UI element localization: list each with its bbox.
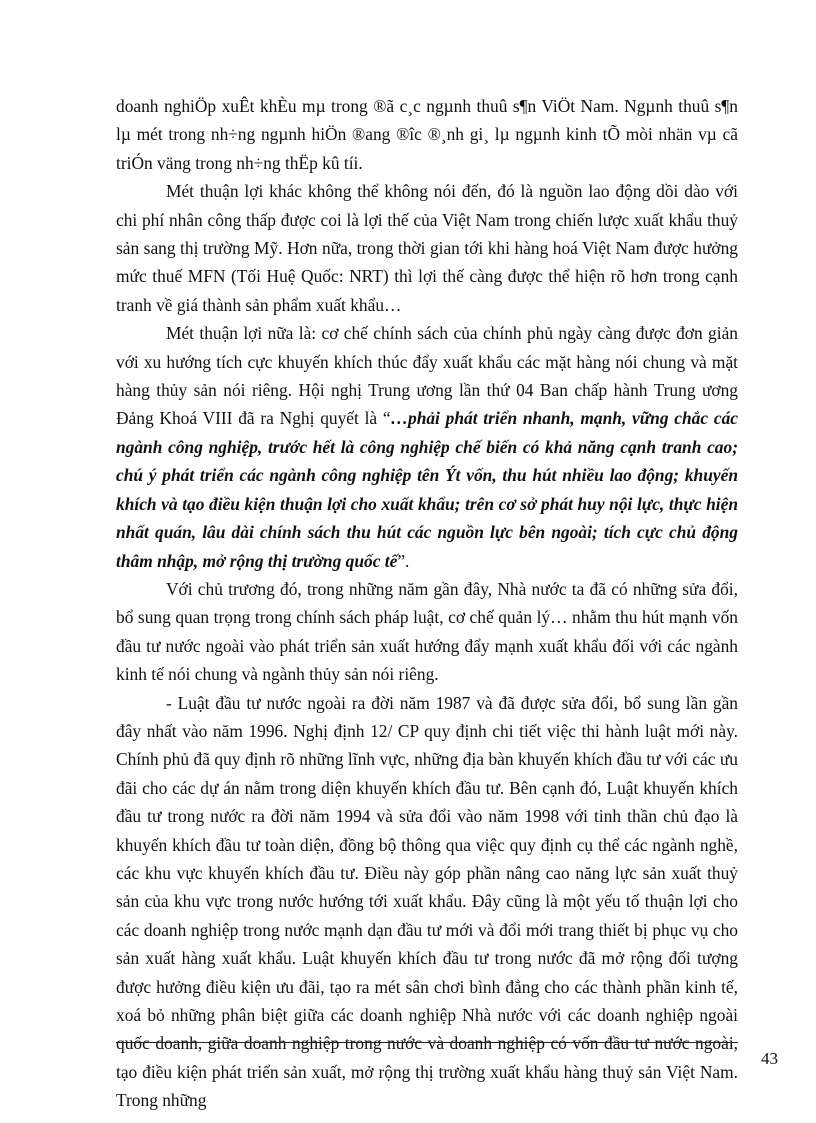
paragraph-1-text: doanh nghiÖp xuÊt khÈu mµ trong ®ã c¸c ngµnh thuû s¶n ViÖt Nam. Ngµnh thuû s¶n lµ mét trong nh÷ng ngµnh hiÖn ®ang ®îc ®¸nh gi¸ lµ ngµnh kinh tÕ mòi nhän vµ cã triÓn väng trong nh÷ng thËp kû tíi. [116,96,738,173]
paragraph-2 [116,177,738,319]
page-number: 43 [761,1049,778,1068]
resolution-quote: …phải phát triển nhanh, mạnh, vững chắc các ngành công nghiệp, trước hết là công nghiệp chế biến có khả năng cạnh tranh cao; chú ý phát triển các ngành công nghiệp tên Ýt vốn, thu hút nhiều lao động; khuyến khích và tạo điều kiện thuận lợi cho xuất khẩu; trên cơ sở phát huy nội lực, thực hiện nhất quán, lâu dài chính sách thu hút các nguồn lực bên ngoài; tích cực chủ động thâm nhập, mở rộng thị trường quốc tế [116,408,738,571]
paragraph-5 [116,689,738,1115]
paragraph-4-text: Với chủ trương đó, trong những năm gần đây, Nhà nước ta đã có những sửa đổi, bổ sung quan trọng trong chính sách pháp luật, cơ chế quản lý… nhằm thu hút mạnh vốn đầu tư nước ngoài vào phát triển sản xuất hướng đẩy mạnh xuất khẩu đối với các ngành kinh tế nói chung và ngành thủy sản nói riêng. [116,578,738,685]
paragraph-4 [116,575,738,689]
paragraph-3-text: Mét thuận lợi nữa là: cơ chế chính sách của chính phủ ngày càng được đơn giản với xu hướng tích cực khuyến khích thúc đẩy xuất khẩu các mặt hàng nói chung và mặt hàng thủy sản nói riêng. Hội nghị Trung ương lần thứ 04 Ban chấp hành Trung ương Đảng Khoá VIII đã ra Nghị quyết là “ [116,323,738,429]
paragraph-2-text: Mét thuận lợi khác không thể không nói đến, đó là nguồn lao động dồi dào với chi phí nhân công thấp được coi là lợi thế của Việt Nam trong chiến lược xuất khẩu thuỷ sản sang thị trường Mỹ. Hơn nữa, trong thời gian tới khi hàng hoá Việt Nam được hưởng mức thuế MFN (Tối Huệ Quốc: NRT) thì lợi thế càng được thể hiện rõ hơn trong cạnh tranh về giá thành sản phẩm xuất khẩu… [116,181,738,315]
quote-closing: ”. [397,550,410,571]
body-text [116,92,738,1115]
paragraph-5-text: - Luật đầu tư nước ngoài ra đời năm 1987 và đã được sửa đổi, bổ sung lần gần đây nhất vào năm 1996. Nghị định 12/ CP quy định chi tiết việc thi hành luật mới này. Chính phủ đã quy định rõ những lĩnh vực, những địa bàn khuyến khích đầu tư với các ưu đãi cho các dự án nằm trong diện khuyến khích đầu tư. Bên cạnh đó, Luật khuyến khích đầu tư trong nước ra đời năm 1994 và sửa đổi vào năm 1998 với tinh thần chủ đạo là khuyến khích đầu tư toàn diện, đồng bộ thông qua việc quy định cụ thể các ngành nghề, các khu vực khuyến khích đầu tư. Điều này góp phần nâng cao năng lực sản xuất thuỷ sản của khu vực trong nước hướng tới xuất khẩu. Đây cũng là một yếu tố thuận lợi cho các doanh nghiệp trong nước mạnh dạn đầu tư mới và đổi mới trang thiết bị phục vụ cho sản xuất hàng xuất khẩu. Luật khuyến khích đầu tư trong nước đã mở rộng đối tượng được hưởng điều kiện ưu đãi, tạo ra mét sân chơi bình đẳng cho các thành phần kinh tế, xoá bỏ những phân biệt giữa các doanh nghiệp Nhà nước với các doanh nghiệp ngoài quốc doanh, giữa doanh nghiệp trong nước và doanh nghiệp có vốn đầu tư nước ngoài, tạo điều kiện phát triển sản xuất, mở rộng thị trường xuất khẩu hàng thuỷ sản Việt Nam. Trong những [116,692,738,1111]
footer-divider [116,1042,738,1043]
paragraph-3 [116,319,738,575]
paragraph-1 [116,92,738,177]
